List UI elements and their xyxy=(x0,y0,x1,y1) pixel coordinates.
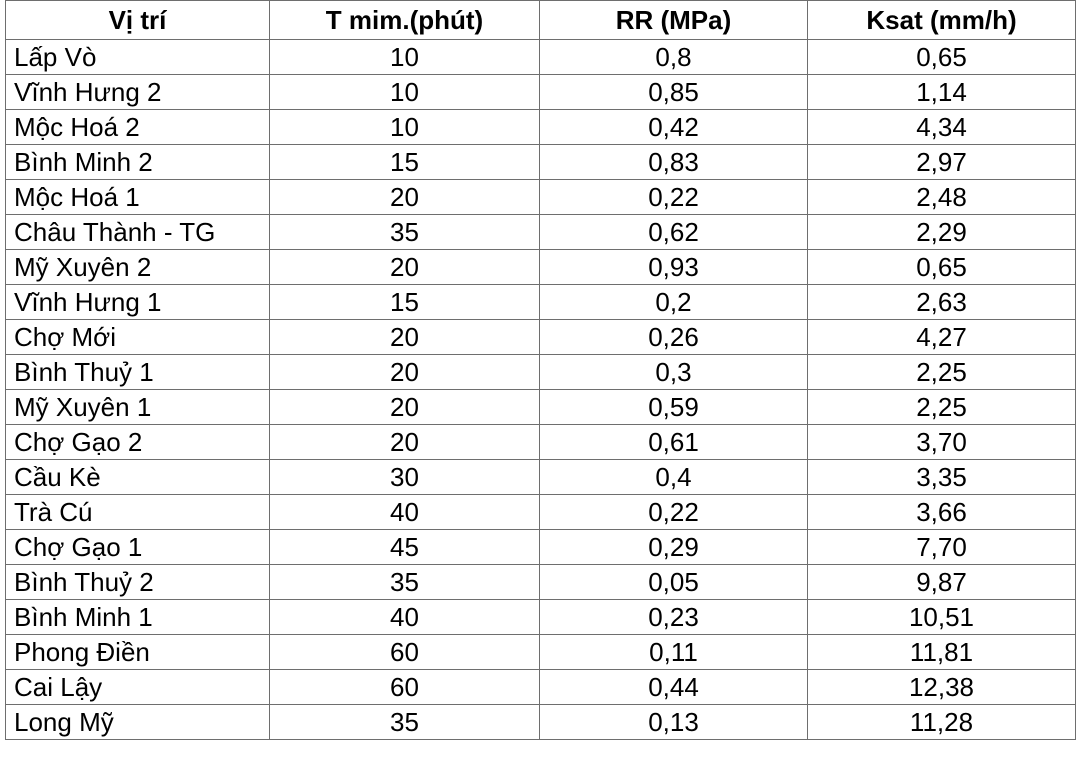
cell-t-min: 60 xyxy=(270,670,540,705)
cell-location: Cai Lậy xyxy=(6,670,270,705)
table-row xyxy=(6,145,1076,180)
table-row xyxy=(6,180,1076,215)
cell-location: Chợ Mới xyxy=(6,320,270,355)
table-row xyxy=(6,460,1076,495)
table-row xyxy=(6,425,1076,460)
cell-location: Vĩnh Hưng 2 xyxy=(6,75,270,110)
cell-location: Mỹ Xuyên 2 xyxy=(6,250,270,285)
cell-rr: 0,93 xyxy=(540,250,808,285)
cell-t-min: 10 xyxy=(270,75,540,110)
cell-rr: 0,85 xyxy=(540,75,808,110)
cell-location: Bình Thuỷ 2 xyxy=(6,565,270,600)
cell-rr: 0,42 xyxy=(540,110,808,145)
cell-rr: 0,05 xyxy=(540,565,808,600)
cell-t-min: 20 xyxy=(270,355,540,390)
cell-t-min: 60 xyxy=(270,635,540,670)
table-row xyxy=(6,40,1076,75)
cell-t-min: 40 xyxy=(270,600,540,635)
cell-ksat: 10,51 xyxy=(808,600,1076,635)
table-row xyxy=(6,250,1076,285)
cell-t-min: 10 xyxy=(270,110,540,145)
cell-t-min: 35 xyxy=(270,565,540,600)
cell-rr: 0,22 xyxy=(540,180,808,215)
cell-location: Phong Điền xyxy=(6,635,270,670)
cell-rr: 0,11 xyxy=(540,635,808,670)
cell-rr: 0,62 xyxy=(540,215,808,250)
cell-t-min: 35 xyxy=(270,705,540,740)
cell-ksat: 11,28 xyxy=(808,705,1076,740)
cell-ksat: 7,70 xyxy=(808,530,1076,565)
cell-t-min: 20 xyxy=(270,425,540,460)
cell-rr: 0,83 xyxy=(540,145,808,180)
header-rr: RR (MPa) xyxy=(540,1,808,40)
cell-ksat: 2,25 xyxy=(808,355,1076,390)
table-row xyxy=(6,670,1076,705)
cell-t-min: 40 xyxy=(270,495,540,530)
table-row xyxy=(6,320,1076,355)
cell-location: Long Mỹ xyxy=(6,705,270,740)
cell-location: Mộc Hoá 1 xyxy=(6,180,270,215)
cell-t-min: 30 xyxy=(270,460,540,495)
table-row xyxy=(6,215,1076,250)
table-row xyxy=(6,285,1076,320)
table-row xyxy=(6,110,1076,145)
cell-rr: 0,61 xyxy=(540,425,808,460)
cell-ksat: 4,27 xyxy=(808,320,1076,355)
cell-ksat: 9,87 xyxy=(808,565,1076,600)
cell-rr: 0,4 xyxy=(540,460,808,495)
cell-ksat: 2,97 xyxy=(808,145,1076,180)
cell-t-min: 20 xyxy=(270,390,540,425)
header-location: Vị trí xyxy=(6,1,270,40)
cell-ksat: 2,25 xyxy=(808,390,1076,425)
cell-t-min: 10 xyxy=(270,40,540,75)
cell-ksat: 1,14 xyxy=(808,75,1076,110)
cell-location: Bình Minh 2 xyxy=(6,145,270,180)
cell-rr: 0,59 xyxy=(540,390,808,425)
cell-location: Mộc Hoá 2 xyxy=(6,110,270,145)
cell-ksat: 3,35 xyxy=(808,460,1076,495)
cell-location: Chợ Gạo 2 xyxy=(6,425,270,460)
cell-rr: 0,2 xyxy=(540,285,808,320)
cell-ksat: 3,70 xyxy=(808,425,1076,460)
cell-t-min: 20 xyxy=(270,250,540,285)
cell-location: Vĩnh Hưng 1 xyxy=(6,285,270,320)
table-row xyxy=(6,705,1076,740)
cell-location: Chợ Gạo 1 xyxy=(6,530,270,565)
cell-ksat: 0,65 xyxy=(808,250,1076,285)
header-ksat: Ksat (mm/h) xyxy=(808,1,1076,40)
cell-t-min: 35 xyxy=(270,215,540,250)
cell-location: Bình Minh 1 xyxy=(6,600,270,635)
cell-ksat: 3,66 xyxy=(808,495,1076,530)
cell-rr: 0,13 xyxy=(540,705,808,740)
cell-t-min: 15 xyxy=(270,145,540,180)
cell-ksat: 0,65 xyxy=(808,40,1076,75)
data-table xyxy=(5,0,1076,740)
cell-location: Cầu Kè xyxy=(6,460,270,495)
cell-ksat: 12,38 xyxy=(808,670,1076,705)
cell-t-min: 15 xyxy=(270,285,540,320)
cell-rr: 0,44 xyxy=(540,670,808,705)
cell-ksat: 11,81 xyxy=(808,635,1076,670)
cell-rr: 0,26 xyxy=(540,320,808,355)
cell-location: Mỹ Xuyên 1 xyxy=(6,390,270,425)
table-body xyxy=(6,40,1076,740)
table-row xyxy=(6,565,1076,600)
table-row xyxy=(6,635,1076,670)
cell-location: Trà Cú xyxy=(6,495,270,530)
cell-location: Bình Thuỷ 1 xyxy=(6,355,270,390)
cell-ksat: 2,29 xyxy=(808,215,1076,250)
cell-t-min: 20 xyxy=(270,180,540,215)
cell-rr: 0,29 xyxy=(540,530,808,565)
cell-location: Lấp Vò xyxy=(6,40,270,75)
header-row xyxy=(6,1,1076,40)
table-row xyxy=(6,355,1076,390)
header-t-min: T mim.(phút) xyxy=(270,1,540,40)
cell-ksat: 2,63 xyxy=(808,285,1076,320)
table-row xyxy=(6,390,1076,425)
table-row xyxy=(6,530,1076,565)
cell-ksat: 2,48 xyxy=(808,180,1076,215)
table-row xyxy=(6,600,1076,635)
cell-rr: 0,23 xyxy=(540,600,808,635)
cell-t-min: 45 xyxy=(270,530,540,565)
cell-rr: 0,8 xyxy=(540,40,808,75)
table-row xyxy=(6,75,1076,110)
cell-rr: 0,3 xyxy=(540,355,808,390)
cell-ksat: 4,34 xyxy=(808,110,1076,145)
cell-rr: 0,22 xyxy=(540,495,808,530)
cell-t-min: 20 xyxy=(270,320,540,355)
table-row xyxy=(6,495,1076,530)
cell-location: Châu Thành - TG xyxy=(6,215,270,250)
